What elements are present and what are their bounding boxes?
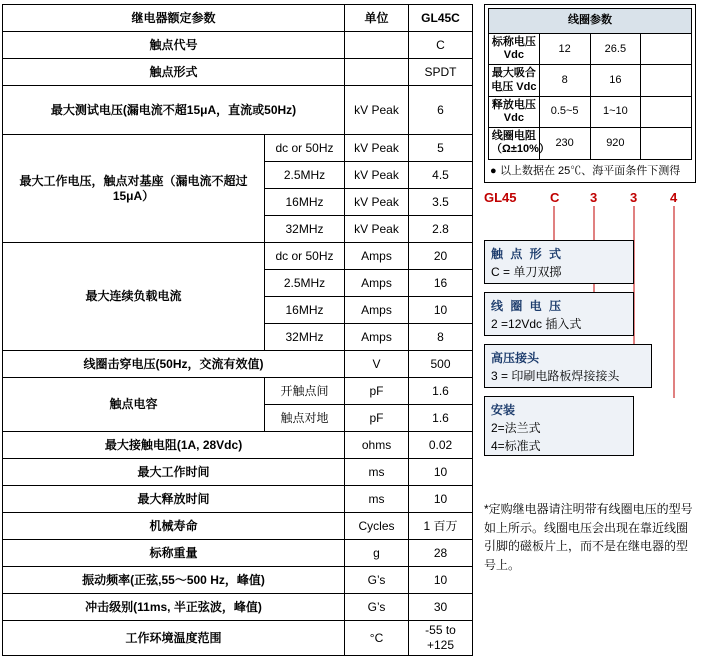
row-value: C: [409, 32, 473, 59]
table-row: [3, 621, 473, 656]
coil-row-name: 标称电压 Vdc: [489, 34, 540, 65]
coil-row-value-2: 920: [590, 128, 641, 159]
coil-row-value-2: 1~10: [590, 96, 641, 127]
row-value: 3.5: [409, 189, 473, 216]
header-cell-value: GL45C: [409, 5, 473, 32]
row-unit: kV Peak: [345, 135, 409, 162]
row-unit: pF: [345, 405, 409, 432]
row-unit: Cycles: [345, 513, 409, 540]
row-subname: 32MHz: [265, 324, 345, 351]
table-row: [3, 540, 473, 567]
row-unit: G’s: [345, 567, 409, 594]
row-name: 触点电容: [3, 378, 265, 432]
coil-row-value-1: 12: [539, 34, 590, 65]
row-unit: [345, 59, 409, 86]
row-name: 最大工作电压，触点对基座（漏电流不超过15μA）: [3, 135, 265, 243]
relay-spec-table: [2, 4, 473, 656]
coil-header-row: [489, 9, 692, 34]
part-number-segment-model: GL45: [484, 190, 517, 205]
table-row: [3, 459, 473, 486]
coil-row-value-3: [641, 128, 692, 159]
callout-title: 线 圈 电 压: [491, 299, 564, 313]
row-name: 机械寿命: [3, 513, 345, 540]
part-number-segment-terminal: 3: [630, 190, 638, 205]
coil-row-value-1: 230: [539, 128, 590, 159]
row-name: 冲击级别(11ms, 半正弦波，峰值): [3, 594, 345, 621]
row-value: 6: [409, 86, 473, 135]
part-number-segment-contact: C: [550, 190, 560, 205]
coil-row-value-1: 8: [539, 65, 590, 96]
row-unit: kV Peak: [345, 86, 409, 135]
row-value: 2.8: [409, 216, 473, 243]
row-name: 最大接触电阻(1A, 28Vdc): [3, 432, 345, 459]
table-row: [3, 486, 473, 513]
row-name: 工作环境温度范围: [3, 621, 345, 656]
row-name: 最大连续负载电流: [3, 243, 265, 351]
row-unit: °C: [345, 621, 409, 656]
row-subname: 16MHz: [265, 297, 345, 324]
coil-row-value-1: 0.5~5: [539, 96, 590, 127]
table-row: [3, 86, 473, 135]
row-subname: 32MHz: [265, 216, 345, 243]
callout-line: 4=标准式: [491, 439, 541, 453]
row-subname: 触点对地: [265, 405, 345, 432]
row-value: 10: [409, 297, 473, 324]
row-unit: V: [345, 351, 409, 378]
callout-line: C = 单刀双掷: [491, 265, 562, 279]
callout-line: 3 = 印刷电路板焊接接头: [491, 369, 620, 383]
coil-row-name: 最大吸合电压 Vdc: [489, 65, 540, 96]
callout-hv-terminal: [484, 344, 652, 388]
row-unit: ohms: [345, 432, 409, 459]
row-subname: 开触点间: [265, 378, 345, 405]
row-subname: 16MHz: [265, 189, 345, 216]
row-name: 触点代号: [3, 32, 345, 59]
table-row: [3, 567, 473, 594]
row-value: 1.6: [409, 405, 473, 432]
table-row: [489, 65, 692, 96]
table-row: [3, 432, 473, 459]
row-unit: g: [345, 540, 409, 567]
row-value: -55 to +125: [409, 621, 473, 656]
coil-note: [488, 164, 692, 180]
callout-title: 高压接头: [491, 351, 540, 365]
row-value: 20: [409, 243, 473, 270]
row-value: 1.6: [409, 378, 473, 405]
row-value: 1 百万: [409, 513, 473, 540]
row-unit: Amps: [345, 243, 409, 270]
coil-note-text: 以上数据在 25℃、海平面条件下测得: [500, 164, 681, 177]
table-row: [3, 594, 473, 621]
table-row: [3, 378, 473, 405]
row-value: 5: [409, 135, 473, 162]
row-value: 8: [409, 324, 473, 351]
coil-row-name: 线圈电阻（Ω±10%）: [489, 128, 540, 159]
row-unit: ms: [345, 486, 409, 513]
row-unit: kV Peak: [345, 189, 409, 216]
row-unit: Amps: [345, 270, 409, 297]
row-unit: [345, 32, 409, 59]
row-subname: dc or 50Hz: [265, 135, 345, 162]
coil-table-title: 线圈参数: [489, 9, 692, 34]
footnote-text: *定购继电器请注明带有线圈电压的型号如上所示。线圈电压会出现在靠近线圈引脚的磁板片上，而不是在继电器的型号上。: [484, 502, 693, 572]
callout-line: 2=法兰式: [491, 421, 541, 435]
row-unit: Amps: [345, 297, 409, 324]
row-unit: kV Peak: [345, 216, 409, 243]
table-row: [489, 128, 692, 159]
part-number-segment-mounting: 4: [670, 190, 678, 205]
callout-title: 触 点 形 式: [491, 247, 564, 261]
table-row: [3, 135, 473, 162]
coil-row-value-3: [641, 65, 692, 96]
coil-row-name: 释放电压 Vdc: [489, 96, 540, 127]
row-unit: Amps: [345, 324, 409, 351]
callout-line: 2 =12Vdc 插入式: [491, 317, 582, 331]
header-cell-unit: 单位: [345, 5, 409, 32]
row-value: 4.5: [409, 162, 473, 189]
bullet-icon: ●: [490, 164, 497, 177]
row-value: 16: [409, 270, 473, 297]
table-row: [3, 32, 473, 59]
row-name: 最大释放时间: [3, 486, 345, 513]
coil-row-value-3: [641, 96, 692, 127]
callout-title: 安装: [491, 403, 516, 417]
table-row: [3, 243, 473, 270]
row-unit: G’s: [345, 594, 409, 621]
row-name: 最大工作时间: [3, 459, 345, 486]
table-row: [489, 96, 692, 127]
row-subname: dc or 50Hz: [265, 243, 345, 270]
table-row: [3, 351, 473, 378]
table-row: [3, 513, 473, 540]
part-number-segment-coil: 3: [590, 190, 598, 205]
row-value: 0.02: [409, 432, 473, 459]
row-unit: kV Peak: [345, 162, 409, 189]
coil-row-value-2: 26.5: [590, 34, 641, 65]
table-row: [3, 59, 473, 86]
row-subname: 2.5MHz: [265, 270, 345, 297]
callout-mounting: [484, 396, 634, 456]
row-name: 线圈击穿电压(50Hz，交流有效值): [3, 351, 345, 378]
coil-row-value-2: 16: [590, 65, 641, 96]
table-row: [489, 34, 692, 65]
coil-row-value-3: [641, 34, 692, 65]
table-header-row: [3, 5, 473, 32]
row-value: SPDT: [409, 59, 473, 86]
row-subname: 2.5MHz: [265, 162, 345, 189]
row-value: 30: [409, 594, 473, 621]
row-value: 10: [409, 567, 473, 594]
header-cell-name: 继电器额定参数: [3, 5, 345, 32]
row-value: 10: [409, 486, 473, 513]
callout-coil-voltage: [484, 292, 634, 336]
coil-table: [488, 8, 692, 160]
row-value: 10: [409, 459, 473, 486]
row-name: 最大测试电压(漏电流不超15μA，直流或50Hz): [3, 86, 345, 135]
row-value: 500: [409, 351, 473, 378]
callout-contact-form: [484, 240, 634, 284]
row-name: 触点形式: [3, 59, 345, 86]
row-name: 振动频率(正弦,55～500 Hz，峰值): [3, 567, 345, 594]
row-name: 标称重量: [3, 540, 345, 567]
coil-parameters-box: [484, 4, 696, 183]
row-unit: ms: [345, 459, 409, 486]
row-unit: pF: [345, 378, 409, 405]
row-value: 28: [409, 540, 473, 567]
